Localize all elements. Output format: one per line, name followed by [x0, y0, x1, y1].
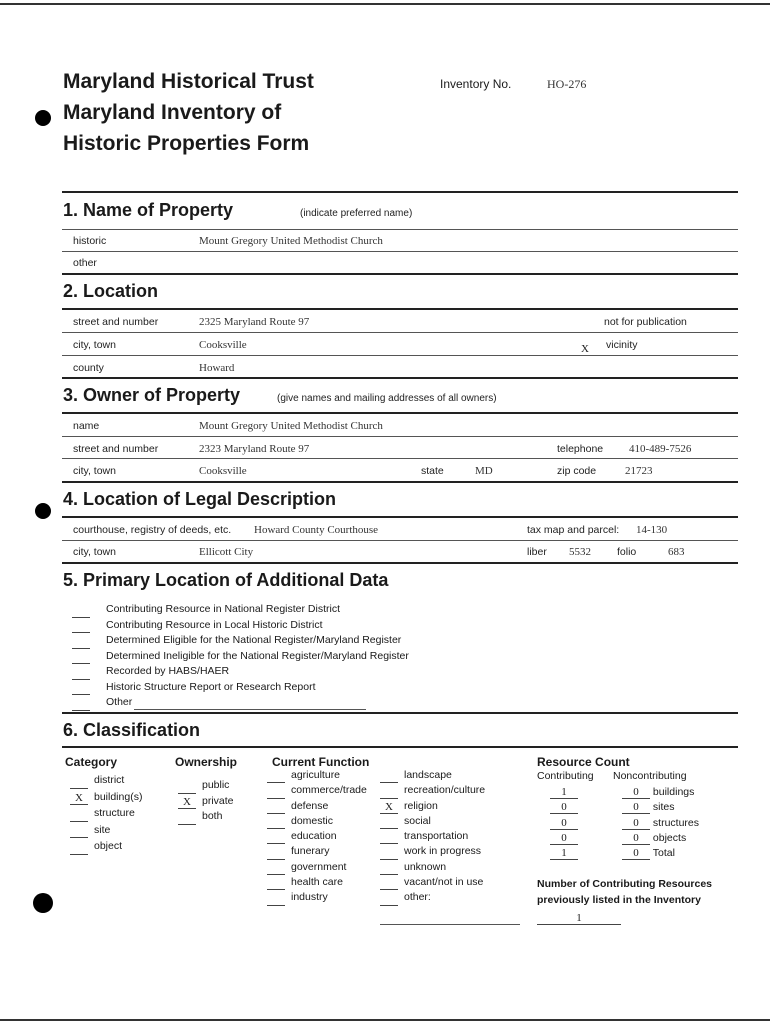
- liber-value: 5532: [569, 546, 591, 558]
- category-item[interactable]: [70, 772, 142, 789]
- mark: [380, 817, 398, 829]
- mark: [70, 843, 88, 855]
- punch-hole-2: [35, 503, 51, 519]
- vicinity-mark: X: [576, 344, 594, 356]
- mark: [380, 832, 398, 844]
- inventory-label: Inventory No.: [440, 77, 512, 91]
- function-item[interactable]: [267, 890, 367, 905]
- function-item[interactable]: [380, 829, 485, 844]
- item-label: both: [202, 810, 223, 822]
- list-item[interactable]: [72, 602, 409, 618]
- item-label: health care: [291, 876, 343, 889]
- list-item[interactable]: [72, 680, 409, 696]
- item-label: funerary: [291, 845, 330, 858]
- ownership-list: [178, 778, 234, 825]
- mark: [70, 826, 88, 838]
- location-street-value: 2325 Maryland Route 97: [199, 316, 310, 328]
- noncontributing-label: Noncontributing: [613, 770, 687, 782]
- section-2-rule: [62, 273, 738, 275]
- mark: [70, 777, 88, 789]
- owner-street-label: street and number: [73, 443, 159, 455]
- item-label: domestic: [291, 814, 334, 827]
- noncontributing-count[interactable]: 0: [622, 847, 650, 860]
- noncontributing-count[interactable]: 0: [622, 801, 650, 814]
- section-6-heading: 6. Classification: [63, 720, 201, 740]
- function-item[interactable]: [267, 860, 367, 875]
- inventory-number: HO-276: [547, 77, 587, 91]
- county-label: county: [73, 362, 104, 374]
- historic-value: Mount Gregory United Methodist Church: [199, 235, 383, 247]
- list-item[interactable]: [72, 649, 409, 665]
- mark: [380, 848, 398, 860]
- category-list: [70, 772, 142, 855]
- function-item[interactable]: [380, 814, 485, 829]
- divider: [62, 746, 738, 748]
- contributing-count[interactable]: 0: [550, 832, 578, 845]
- divider: [62, 412, 738, 414]
- item-label: other:: [404, 891, 431, 904]
- resource-row: [550, 846, 699, 861]
- tax-map-value: 14-130: [636, 524, 668, 536]
- mark: [267, 878, 285, 890]
- location-street-label: street and number: [73, 316, 159, 328]
- section-1-rule: [62, 191, 738, 193]
- resource-row: [550, 785, 699, 800]
- mark: [267, 863, 285, 875]
- item-label: Determined Eligible for the National Register/Maryland Register: [106, 634, 402, 646]
- item-label: landscape: [404, 769, 452, 781]
- zip-label: zip code: [557, 465, 597, 477]
- contributing-count[interactable]: 1: [550, 847, 578, 860]
- title-line-1: Maryland Historical Trust: [63, 70, 314, 93]
- owner-city-value: Cooksville: [199, 465, 247, 477]
- legal-city-label: city, town: [73, 546, 116, 558]
- vicinity-checkbox[interactable]: [576, 338, 600, 356]
- contributing-count[interactable]: 0: [550, 801, 578, 814]
- item-label: work in progress: [404, 845, 482, 858]
- title-line-3: Historic Properties Form: [63, 132, 310, 155]
- ownership-item[interactable]: [178, 809, 234, 825]
- item-label: government: [291, 860, 347, 873]
- list-item[interactable]: [72, 664, 409, 680]
- section-4-heading: 4. Location of Legal Description: [63, 489, 337, 509]
- page-top-border: [0, 3, 770, 5]
- noncontributing-count[interactable]: 0: [622, 832, 650, 845]
- contributing-count[interactable]: 0: [550, 817, 578, 830]
- resource-count-rows: [550, 785, 699, 861]
- mark: [267, 817, 285, 829]
- resource-row: [550, 800, 699, 815]
- function-item[interactable]: [380, 875, 485, 890]
- mark: X: [380, 802, 398, 814]
- function-item[interactable]: [267, 768, 367, 783]
- punch-hole-3: [33, 893, 53, 913]
- form-title: [63, 66, 314, 159]
- section-2-heading: 2. Location: [63, 281, 159, 301]
- function-item[interactable]: [267, 875, 367, 890]
- category-item[interactable]: [70, 789, 142, 806]
- contributing-count[interactable]: 1: [550, 786, 578, 799]
- mark: [267, 802, 285, 814]
- function-item[interactable]: [267, 844, 367, 859]
- historic-label: historic: [73, 235, 107, 247]
- mark: [380, 771, 398, 783]
- section-6-rule: [62, 712, 738, 714]
- state-value: MD: [475, 465, 493, 477]
- other-line[interactable]: [134, 709, 366, 710]
- item-label: industry: [291, 891, 328, 904]
- divider: [62, 251, 738, 252]
- mark: [267, 848, 285, 860]
- previously-listed-count[interactable]: 1: [537, 912, 621, 925]
- mark: [267, 787, 285, 799]
- punch-hole-1: [35, 110, 51, 126]
- category-item[interactable]: [70, 838, 142, 855]
- listed-label-line-1: Number of Contributing Resources: [537, 878, 713, 890]
- other-name-label: other: [73, 257, 97, 269]
- function-item[interactable]: [380, 860, 485, 875]
- item-label: Contributing Resource in Local Historic District: [106, 618, 323, 631]
- owner-name-label: name: [73, 420, 100, 432]
- category-header: Category: [65, 755, 118, 769]
- divider: [62, 516, 738, 518]
- row-label: sites: [652, 801, 675, 814]
- mark: [380, 878, 398, 890]
- telephone-label: telephone: [557, 443, 604, 455]
- section-3-rule: [62, 377, 738, 379]
- function-header: Current Function: [272, 755, 370, 769]
- vicinity-label: vicinity: [606, 339, 638, 351]
- section-1-heading: 1. Name of Property: [63, 200, 234, 220]
- other-function-line[interactable]: [380, 924, 520, 925]
- ownership-header: Ownership: [175, 755, 238, 769]
- item-label: defense: [291, 799, 329, 812]
- noncontributing-count[interactable]: 0: [622, 786, 650, 799]
- item-label: public: [202, 779, 230, 791]
- location-city-value: Cooksville: [199, 339, 247, 351]
- function-item[interactable]: [380, 844, 485, 859]
- nfp-checkbox[interactable]: [576, 315, 600, 333]
- mark: X: [70, 793, 88, 805]
- section-5-heading: 5. Primary Location of Additional Data: [63, 570, 389, 590]
- liber-label: liber: [527, 546, 547, 558]
- mark: [380, 787, 398, 799]
- listed-label-line-2: previously listed in the Inventory: [537, 894, 701, 906]
- row-label: buildings: [652, 786, 695, 798]
- row-label: structures: [652, 816, 700, 829]
- item-label: education: [291, 830, 337, 843]
- mark: [380, 863, 398, 875]
- function-item[interactable]: [380, 768, 485, 783]
- mark: [70, 810, 88, 822]
- divider: [62, 308, 738, 310]
- list-item[interactable]: [72, 633, 409, 649]
- section-1-note: (indicate preferred name): [300, 208, 413, 219]
- mark: X: [178, 797, 196, 809]
- list-item[interactable]: [72, 618, 409, 634]
- item-label: transportation: [404, 830, 469, 843]
- folio-value: 683: [668, 546, 685, 558]
- item-label: unknown: [404, 860, 447, 873]
- divider: [62, 436, 738, 437]
- function-item[interactable]: [267, 783, 367, 798]
- courthouse-value: Howard County Courthouse: [254, 524, 379, 536]
- mark: [267, 771, 285, 783]
- section-3-note: (give names and mailing addresses of all owners): [277, 393, 497, 404]
- item-label: district: [94, 774, 125, 786]
- function-item[interactable]: [267, 829, 367, 844]
- item-label: structure: [94, 807, 135, 819]
- ownership-item[interactable]: [178, 794, 234, 810]
- item-label: building(s): [94, 790, 143, 803]
- county-value: Howard: [199, 362, 235, 374]
- previously-listed-label: [537, 876, 712, 908]
- item-label: Determined Ineligible for the National Register/Maryland Register: [106, 649, 409, 662]
- mark: [380, 894, 398, 906]
- section-3-heading: 3. Owner of Property: [63, 385, 241, 405]
- function-col-2: [380, 768, 485, 906]
- category-item[interactable]: [70, 805, 142, 822]
- owner-name-value: Mount Gregory United Methodist Church: [199, 420, 383, 432]
- mark: [267, 832, 285, 844]
- nfp-label: not for publication: [604, 316, 687, 328]
- function-item[interactable]: [267, 799, 367, 814]
- item-label: agriculture: [291, 769, 341, 781]
- item-label: commerce/trade: [291, 784, 367, 797]
- legal-city-value: Ellicott City: [199, 546, 254, 558]
- item-label: object: [94, 840, 123, 852]
- folio-label: folio: [617, 546, 637, 558]
- owner-street-value: 2323 Maryland Route 97: [199, 443, 310, 455]
- item-label: Contributing Resource in National Register District: [106, 603, 341, 615]
- ownership-item[interactable]: [178, 778, 234, 794]
- divider: [62, 332, 738, 333]
- mark: [267, 894, 285, 906]
- resource-row: [550, 831, 699, 846]
- location-city-label: city, town: [73, 339, 116, 351]
- row-label: Total: [652, 847, 675, 860]
- function-col-1: [267, 768, 367, 906]
- divider: [62, 458, 738, 459]
- item-label: religion: [404, 799, 438, 812]
- contributing-label: Contributing: [537, 770, 594, 782]
- divider: [62, 229, 738, 230]
- function-item[interactable]: [380, 890, 485, 905]
- divider: [62, 355, 738, 356]
- section-4-rule: [62, 481, 738, 483]
- resource-row: [550, 816, 699, 831]
- item-label: Historic Structure Report or Research Report: [106, 680, 316, 693]
- title-line-2: Maryland Inventory of: [63, 101, 282, 124]
- item-label: Other: [106, 696, 133, 708]
- item-label: recreation/culture: [404, 784, 486, 797]
- additional-data-list: [72, 602, 409, 711]
- item-label: private: [202, 794, 234, 807]
- category-item[interactable]: [70, 822, 142, 839]
- row-label: objects: [652, 831, 687, 844]
- item-label: site: [94, 823, 111, 836]
- item-label: social: [404, 814, 431, 827]
- mark: [178, 782, 196, 794]
- owner-city-label: city, town: [73, 465, 116, 477]
- mark: [178, 813, 196, 825]
- noncontributing-count[interactable]: 0: [622, 817, 650, 830]
- page-bottom-border: [0, 1019, 770, 1021]
- tax-map-label: tax map and parcel:: [527, 524, 620, 536]
- state-label: state: [421, 465, 444, 477]
- section-5-rule: [62, 562, 738, 564]
- resource-count-header: Resource Count: [537, 755, 630, 769]
- courthouse-label: courthouse, registry of deeds, etc.: [73, 524, 232, 536]
- item-label: Recorded by HABS/HAER: [106, 665, 230, 677]
- telephone-value: 410-489-7526: [629, 443, 692, 455]
- function-item[interactable]: [267, 814, 367, 829]
- function-item[interactable]: [380, 799, 485, 814]
- divider: [62, 540, 738, 541]
- zip-value: 21723: [625, 465, 653, 477]
- item-label: vacant/not in use: [404, 876, 484, 889]
- function-item[interactable]: [380, 783, 485, 798]
